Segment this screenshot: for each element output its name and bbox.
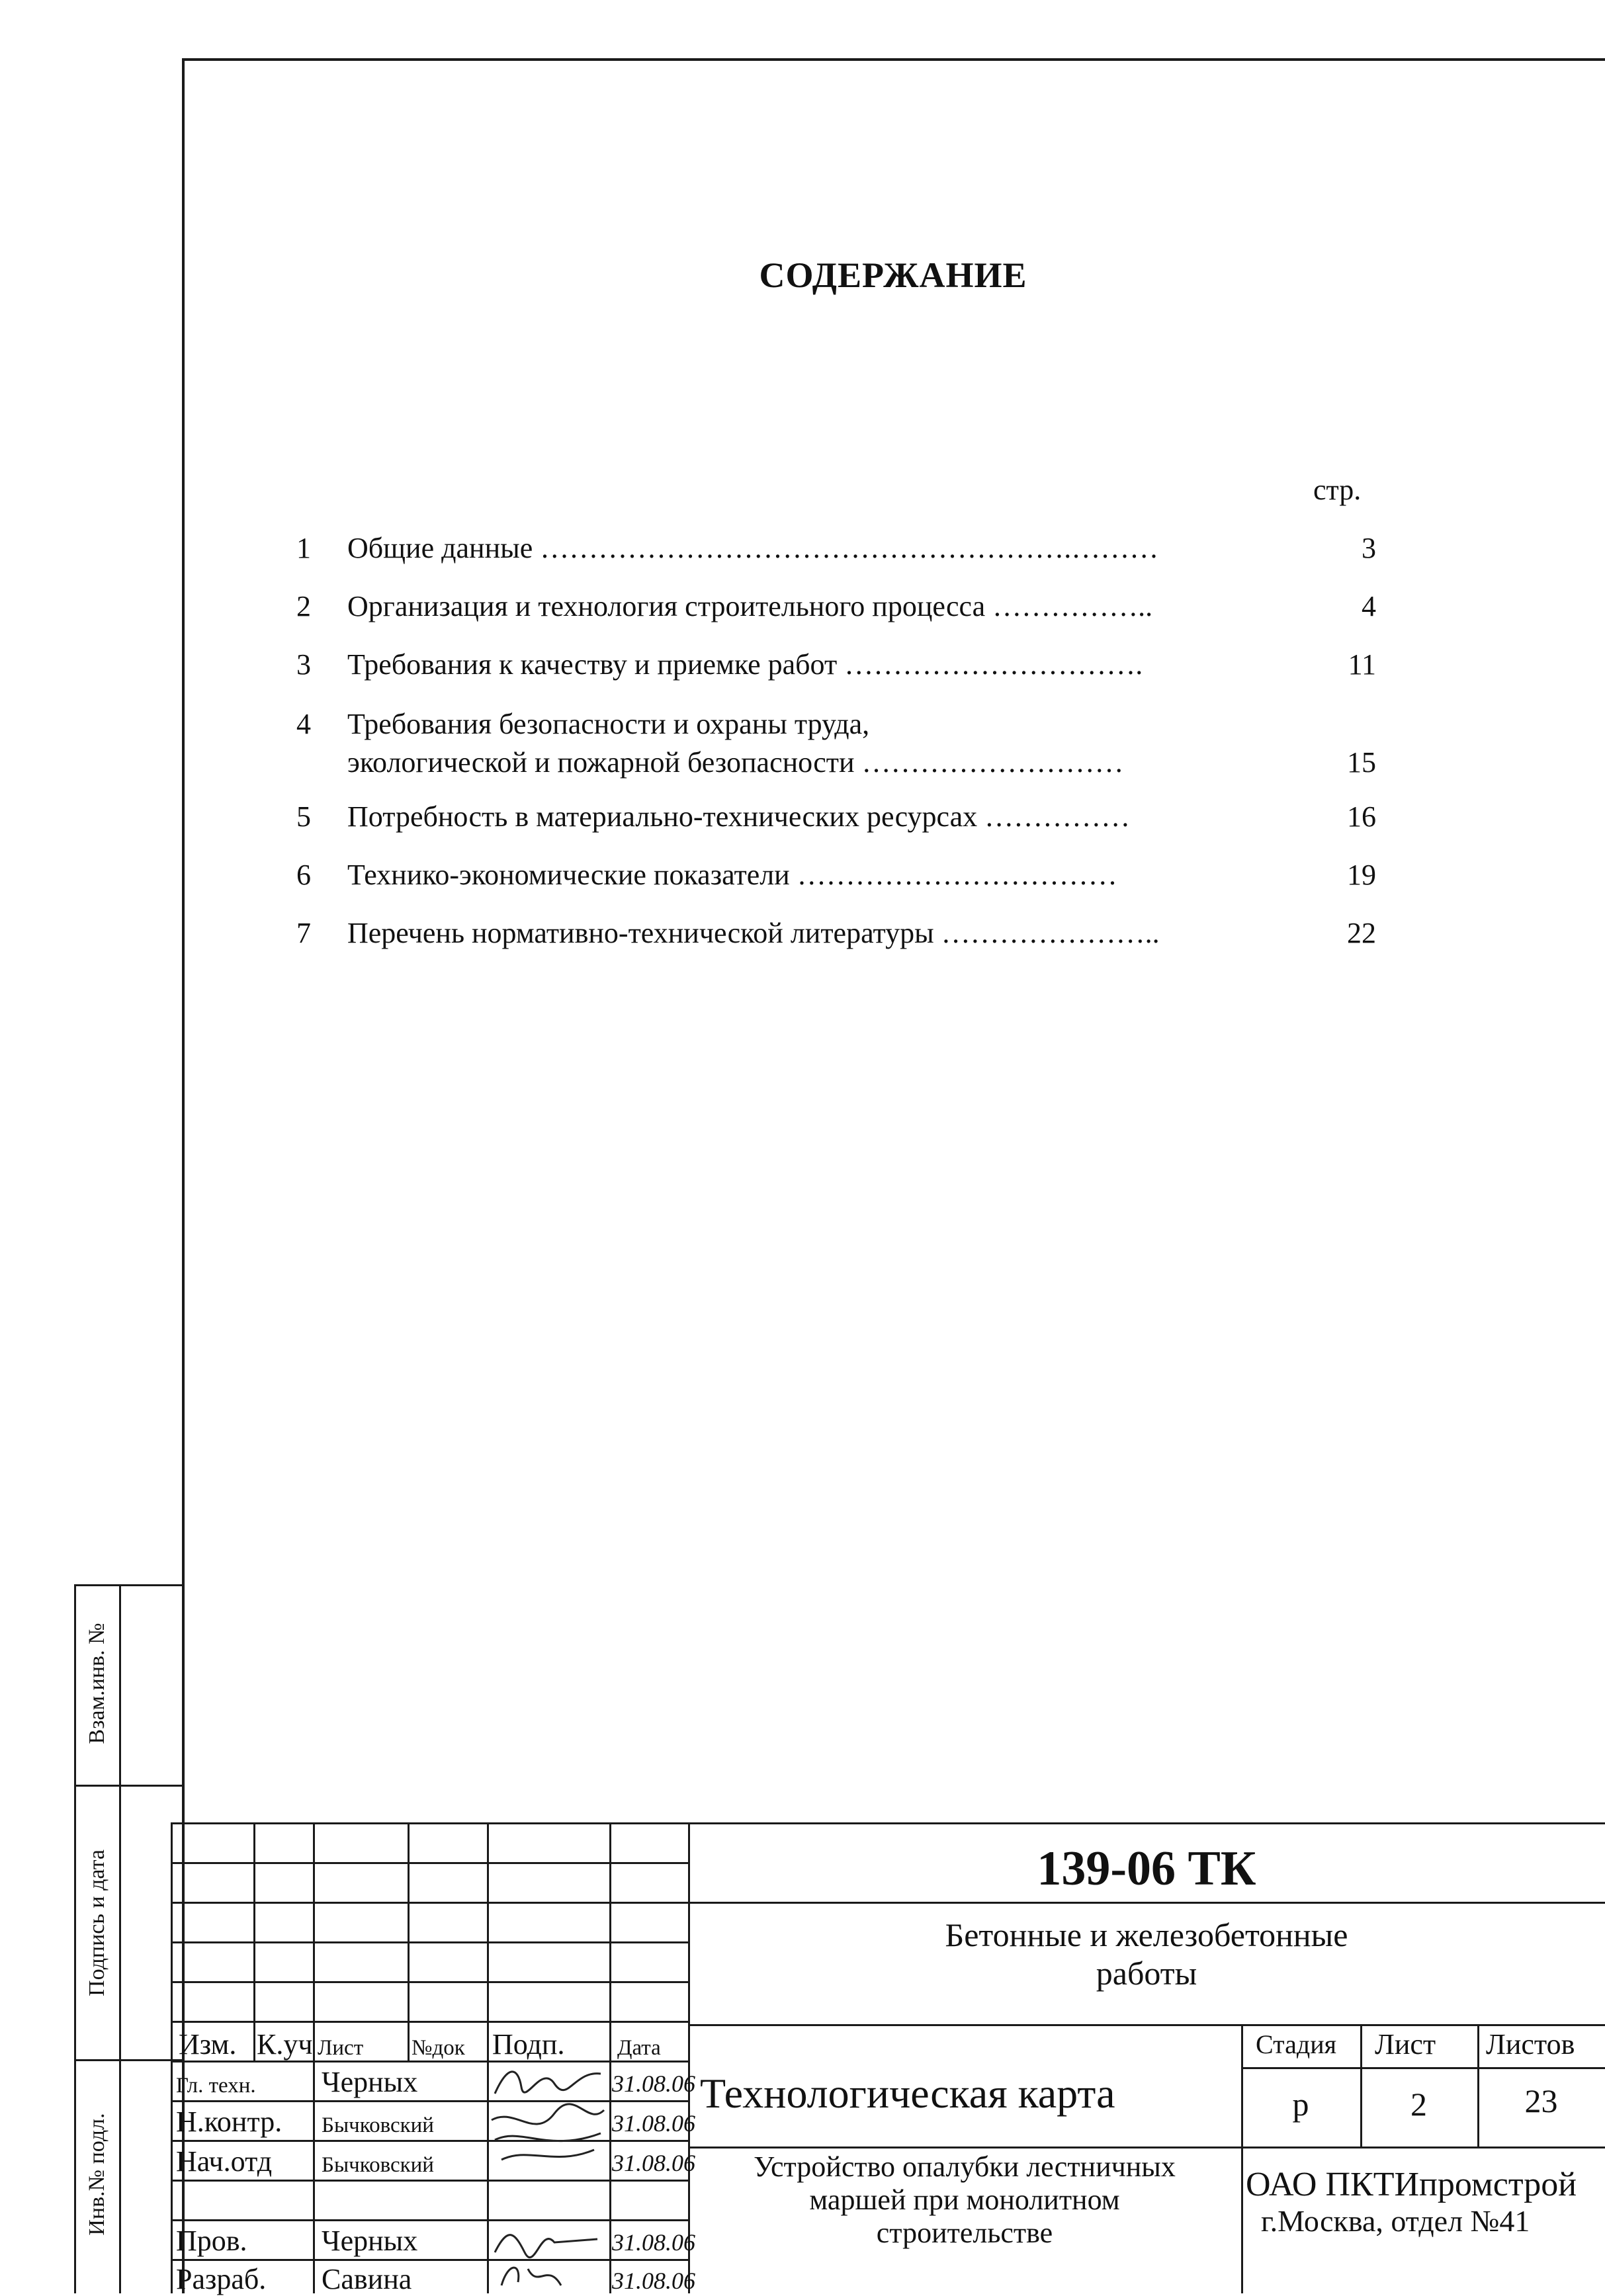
toc-item-page: 16 [1347, 800, 1376, 833]
toc-item-page: 11 [1348, 648, 1376, 681]
side-divider [76, 1785, 183, 1787]
toc-item-text: Технико-экономические показатели …………………………… [347, 859, 1117, 891]
signature-n-kontr [488, 2100, 607, 2173]
section-title-line1: Бетонные и железобетонные [945, 1916, 1348, 1953]
toc-item-text-continued: экологической и пожарной безопасности ……………………… [347, 746, 1124, 779]
role-name: Савина [322, 2263, 412, 2295]
page-column-label: стр. [1313, 474, 1362, 506]
side-strip [74, 1584, 183, 2293]
sheet-value: 2 [1410, 2086, 1427, 2123]
stamp-line [171, 1822, 173, 2293]
inv-podl-label: Инв.№ подл. [85, 2113, 109, 2236]
stamp-line [253, 1822, 255, 2061]
subject-line1: Устройство опалубки лестничных [754, 2150, 1176, 2183]
role-label: Разраб. [176, 2263, 267, 2295]
toc-item-number: 2 [296, 590, 311, 622]
page-title: СОДЕРЖАНИЕ [759, 255, 1027, 295]
date-cell: 31.08.06 [612, 2110, 695, 2137]
toc-item-number: 5 [296, 800, 311, 833]
toc-item-page: 15 [1347, 746, 1376, 779]
organization-location: г.Москва, отдел №41 [1261, 2204, 1530, 2238]
col-header-kuch: К.уч [257, 2028, 313, 2061]
toc-item[interactable] [278, 705, 1376, 785]
date-cell: 31.08.06 [612, 2268, 695, 2294]
col-header-data: Дата [617, 2036, 661, 2060]
toc-item-text: Перечень нормативно-технической литературы ………………….. [347, 917, 1160, 949]
toc-item-text: Требования безопасности и охраны труда, [347, 708, 870, 740]
role-name: Черных [322, 2066, 418, 2098]
subject-line2: маршей при монолитном [809, 2184, 1120, 2216]
stamp-line [408, 1822, 410, 2061]
toc-item-text: Требования к качеству и приемке работ …………………………. [347, 648, 1143, 681]
col-header-izm: Изм. [179, 2028, 237, 2061]
role-name: Бычковский [322, 2153, 434, 2177]
podpis-data-label: Подпись и дата [85, 1850, 109, 1996]
role-label: Гл. техн. [176, 2074, 256, 2098]
side-divider [119, 1586, 121, 2293]
date-cell: 31.08.06 [612, 2229, 695, 2256]
col-header-ndok: №док [412, 2036, 465, 2060]
col-header-list: Лист [318, 2036, 364, 2060]
organization-name: ОАО ПКТИпромстрой [1246, 2166, 1577, 2203]
date-cell: 31.08.06 [612, 2150, 695, 2176]
stamp-line [313, 1822, 315, 2293]
toc-item-page: 22 [1347, 917, 1376, 949]
stamp-line [688, 2024, 1605, 2026]
sheets-header: Листов [1486, 2028, 1575, 2061]
toc-item-number: 6 [296, 859, 311, 891]
sheet-header: Лист [1375, 2028, 1436, 2061]
stamp-line [688, 1822, 1605, 1824]
stamp-line [1360, 2024, 1362, 2147]
side-divider [76, 2059, 183, 2061]
document-type-title: Технологическая карта [700, 2070, 1115, 2117]
stamp-line [609, 1822, 611, 2293]
title-block-stamp [171, 1822, 1605, 2293]
role-label: Нач.отд [176, 2145, 273, 2178]
toc-item-page: 4 [1362, 590, 1376, 622]
stamp-line [688, 2147, 1605, 2148]
toc-item-text: Организация и технология строительного процесса …………….. [347, 590, 1153, 622]
stamp-line [688, 1902, 1605, 1904]
toc-item-number: 4 [296, 708, 311, 740]
date-cell: 31.08.06 [612, 2070, 695, 2097]
col-header-podp: Подп. [492, 2028, 565, 2061]
document-code: 139-06 ТК [1037, 1842, 1256, 1896]
toc-item-page: 19 [1347, 859, 1376, 891]
toc-item-page: 3 [1362, 532, 1376, 564]
signature-razrab [488, 2256, 607, 2295]
role-label: Н.контр. [176, 2105, 282, 2138]
toc-item-text: Общие данные ……………………………………………….……… [347, 532, 1159, 564]
subject-line3: строительстве [876, 2217, 1053, 2249]
toc-item-number: 3 [296, 648, 311, 681]
role-name: Бычковский [322, 2113, 434, 2137]
stage-value: р [1292, 2086, 1309, 2123]
role-label: Пров. [176, 2225, 247, 2257]
signature-gl-tekhn [488, 2057, 607, 2104]
stamp-line [1241, 2024, 1243, 2293]
sheets-value: 23 [1524, 2082, 1558, 2119]
toc-item-number: 1 [296, 532, 311, 564]
stamp-line [1241, 2067, 1605, 2069]
stage-header: Стадия [1256, 2029, 1337, 2059]
role-name: Черных [322, 2225, 418, 2257]
section-title-line2: работы [1096, 1955, 1197, 1992]
vzam-inv-label: Взам.инв. № [85, 1623, 109, 1744]
toc-item-number: 7 [296, 917, 311, 949]
toc-item-text: Потребность в материально-технических ресурсах …………… [347, 800, 1131, 833]
